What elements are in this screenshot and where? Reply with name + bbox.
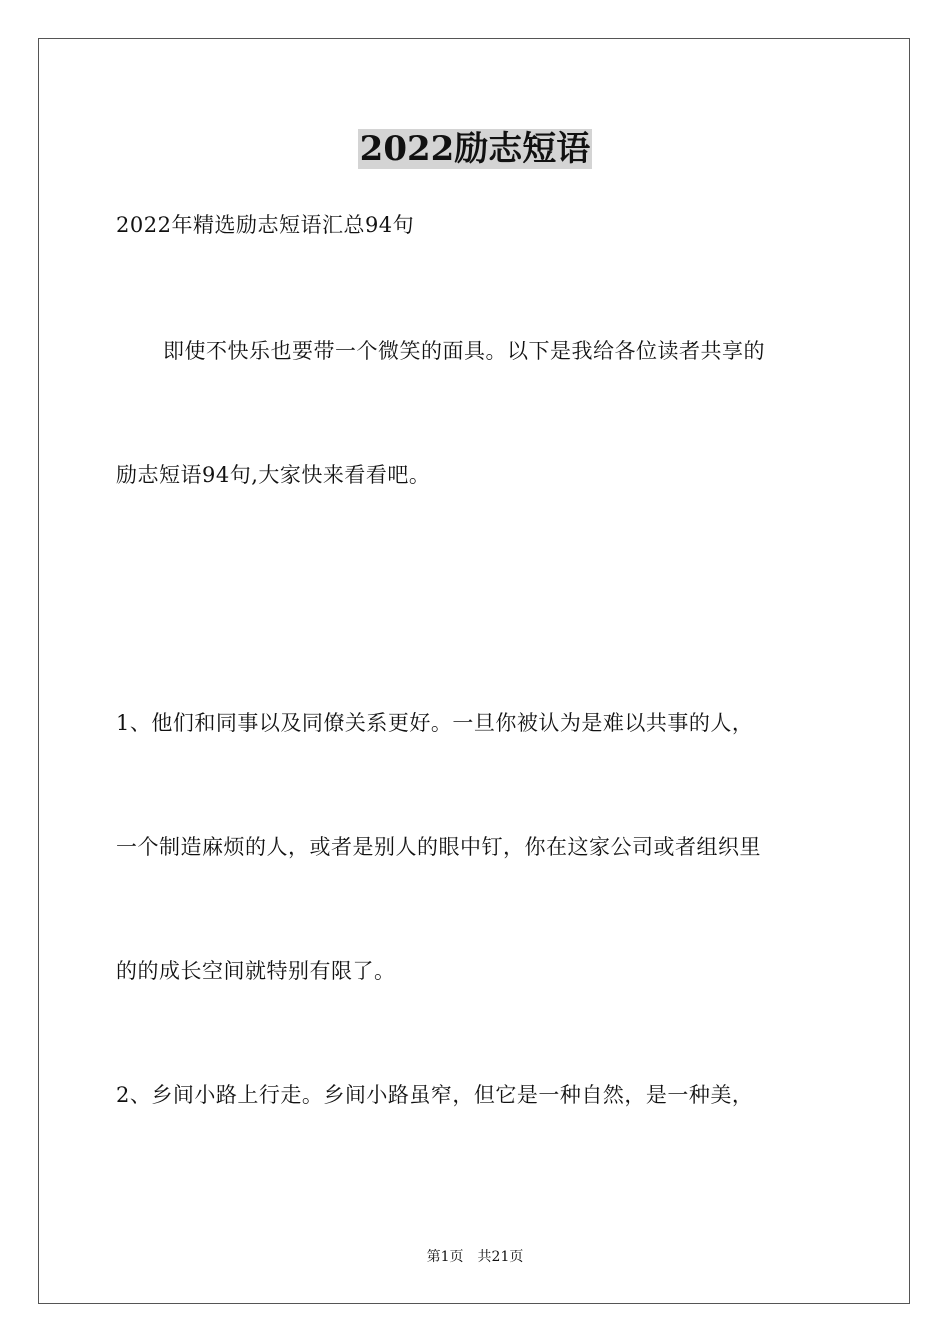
paragraph-line: 1、他们和同事以及同僚关系更好。一旦你被认为是难以共事的人， (116, 711, 754, 735)
paragraph-line: 2、乡间小路上行走。乡间小路虽窄，但它是一种自然，是一种美， (116, 1083, 754, 1107)
page-number-footer: 第1页 共21页 (426, 1249, 524, 1265)
document-title-text: 2022励志短语 (359, 129, 591, 169)
document-subtitle: 2022年精选励志短语汇总94句 (116, 213, 415, 237)
paragraph-line: 励志短语94句,大家快来看看吧。 (116, 463, 431, 487)
paragraph-line: 即使不快乐也要带一个微笑的面具。以下是我给各位读者共享的 (163, 339, 765, 363)
paragraph-line: 的的成长空间就特别有限了。 (116, 959, 396, 983)
document-title (0, 126, 950, 172)
paragraph-line: 一个制造麻烦的人，或者是别人的眼中钉，你在这家公司或者组织里 (116, 835, 761, 859)
